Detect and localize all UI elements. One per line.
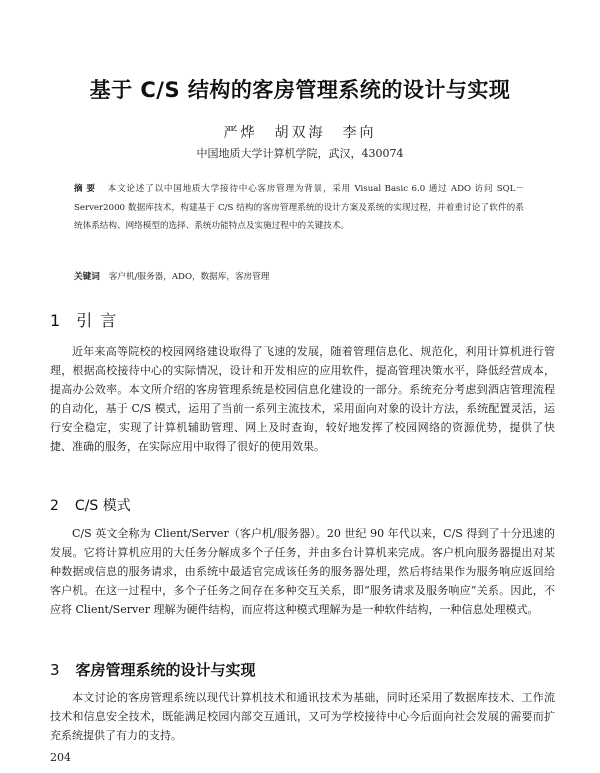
- page-number: 204: [50, 751, 71, 764]
- section-heading-system-design: [50, 659, 256, 680]
- section-title: C/S 模式: [74, 498, 131, 514]
- author-list: 严烨 胡双海 李向: [223, 125, 377, 141]
- section-paragraph-introduction: 近年来高等院校的校园网络建设取得了飞速的发展，随着管理信息化、规范化，利用计算机进行管理，根据高校接待中心的实际情况，设计和开发相应的应用软件，提高管理决策水平，降低经营成本，提高办公效率。本文所介绍的客房管理系统是校园信息化建设的一部分。系统充分考虑到酒店管理流程的自动化，基于 C/S 模式，运用了当前一系列主流技术，采用面向对象的设计方法，系统配置灵活，运行安全稳定，实现了计算机辅助管理、网上及时查询，较好地发挥了校园网络的资源优势，提供了快捷、准确的服务，在实际应用中取得了很好的使用效果。: [50, 345, 555, 453]
- section-number: 1: [50, 311, 61, 330]
- keywords-label: 关键词: [74, 272, 100, 282]
- section-heading-cs-mode: [50, 495, 131, 515]
- author-affiliation: 中国地质大学计算机学院，武汉，430074: [196, 147, 404, 160]
- abstract-label: 摘要: [74, 184, 99, 194]
- keywords-block: [74, 270, 534, 282]
- section-paragraph-system-design: 本文讨论的客房管理系统以现代计算机技术和通讯技术为基础，同时还采用了数据库技术、工作流技术和信息安全技术，既能满足校园内部交互通讯，又可为学校接待中心今后面向社会发展的需要而扩充系统提供了有力的支持。: [50, 691, 555, 742]
- section-number: 3: [50, 661, 60, 679]
- section-paragraph-cs-mode: C/S 英文全称为 Client/Server（客户机/服务器）。20 世纪 90 年代以来，C/S 得到了十分迅速的发展。它将计算机应用的大任务分解成多个子任务，并由多台计算机来完成。客户机向服务器提出对某种数据或信息的服务请求，由系统中最适官完成该任务的服务器处理，然后将结果作为服务响应返回给客户机。在这一过程中，多个子任务之间存在多种交互关系，即“服务请求及服务响应”关系。因此，不应将 Client/Server 理解为硬件结构，而应将这种模式理解为是一种软件结构，一种信息处理模式。: [50, 527, 555, 616]
- paper-title: 基于 C/S 结构的客房管理系统的设计与实现: [89, 78, 511, 102]
- section-heading-introduction: [50, 308, 124, 331]
- section-title: 引言: [76, 311, 125, 330]
- keywords-text: 客户机/服务器，ADO，数据库，客房管理: [108, 272, 270, 282]
- abstract-text: 本文论述了以中国地质大学接待中心客房管理为背景，采用 Visual Basic 6.0 通过 ADO 访问 SQL－Server2000 数据库技术，构建基于 C/S 结构的客房管理系统的设计方案及系统的实现过程，并着重讨论了软件的系统体系结构、网络模型的选择、系统功能特点及实施过程中的关键技术。: [74, 184, 524, 231]
- section-number: 2: [50, 498, 59, 514]
- abstract-block: [74, 180, 524, 236]
- section-title: 客房管理系统的设计与实现: [75, 661, 256, 679]
